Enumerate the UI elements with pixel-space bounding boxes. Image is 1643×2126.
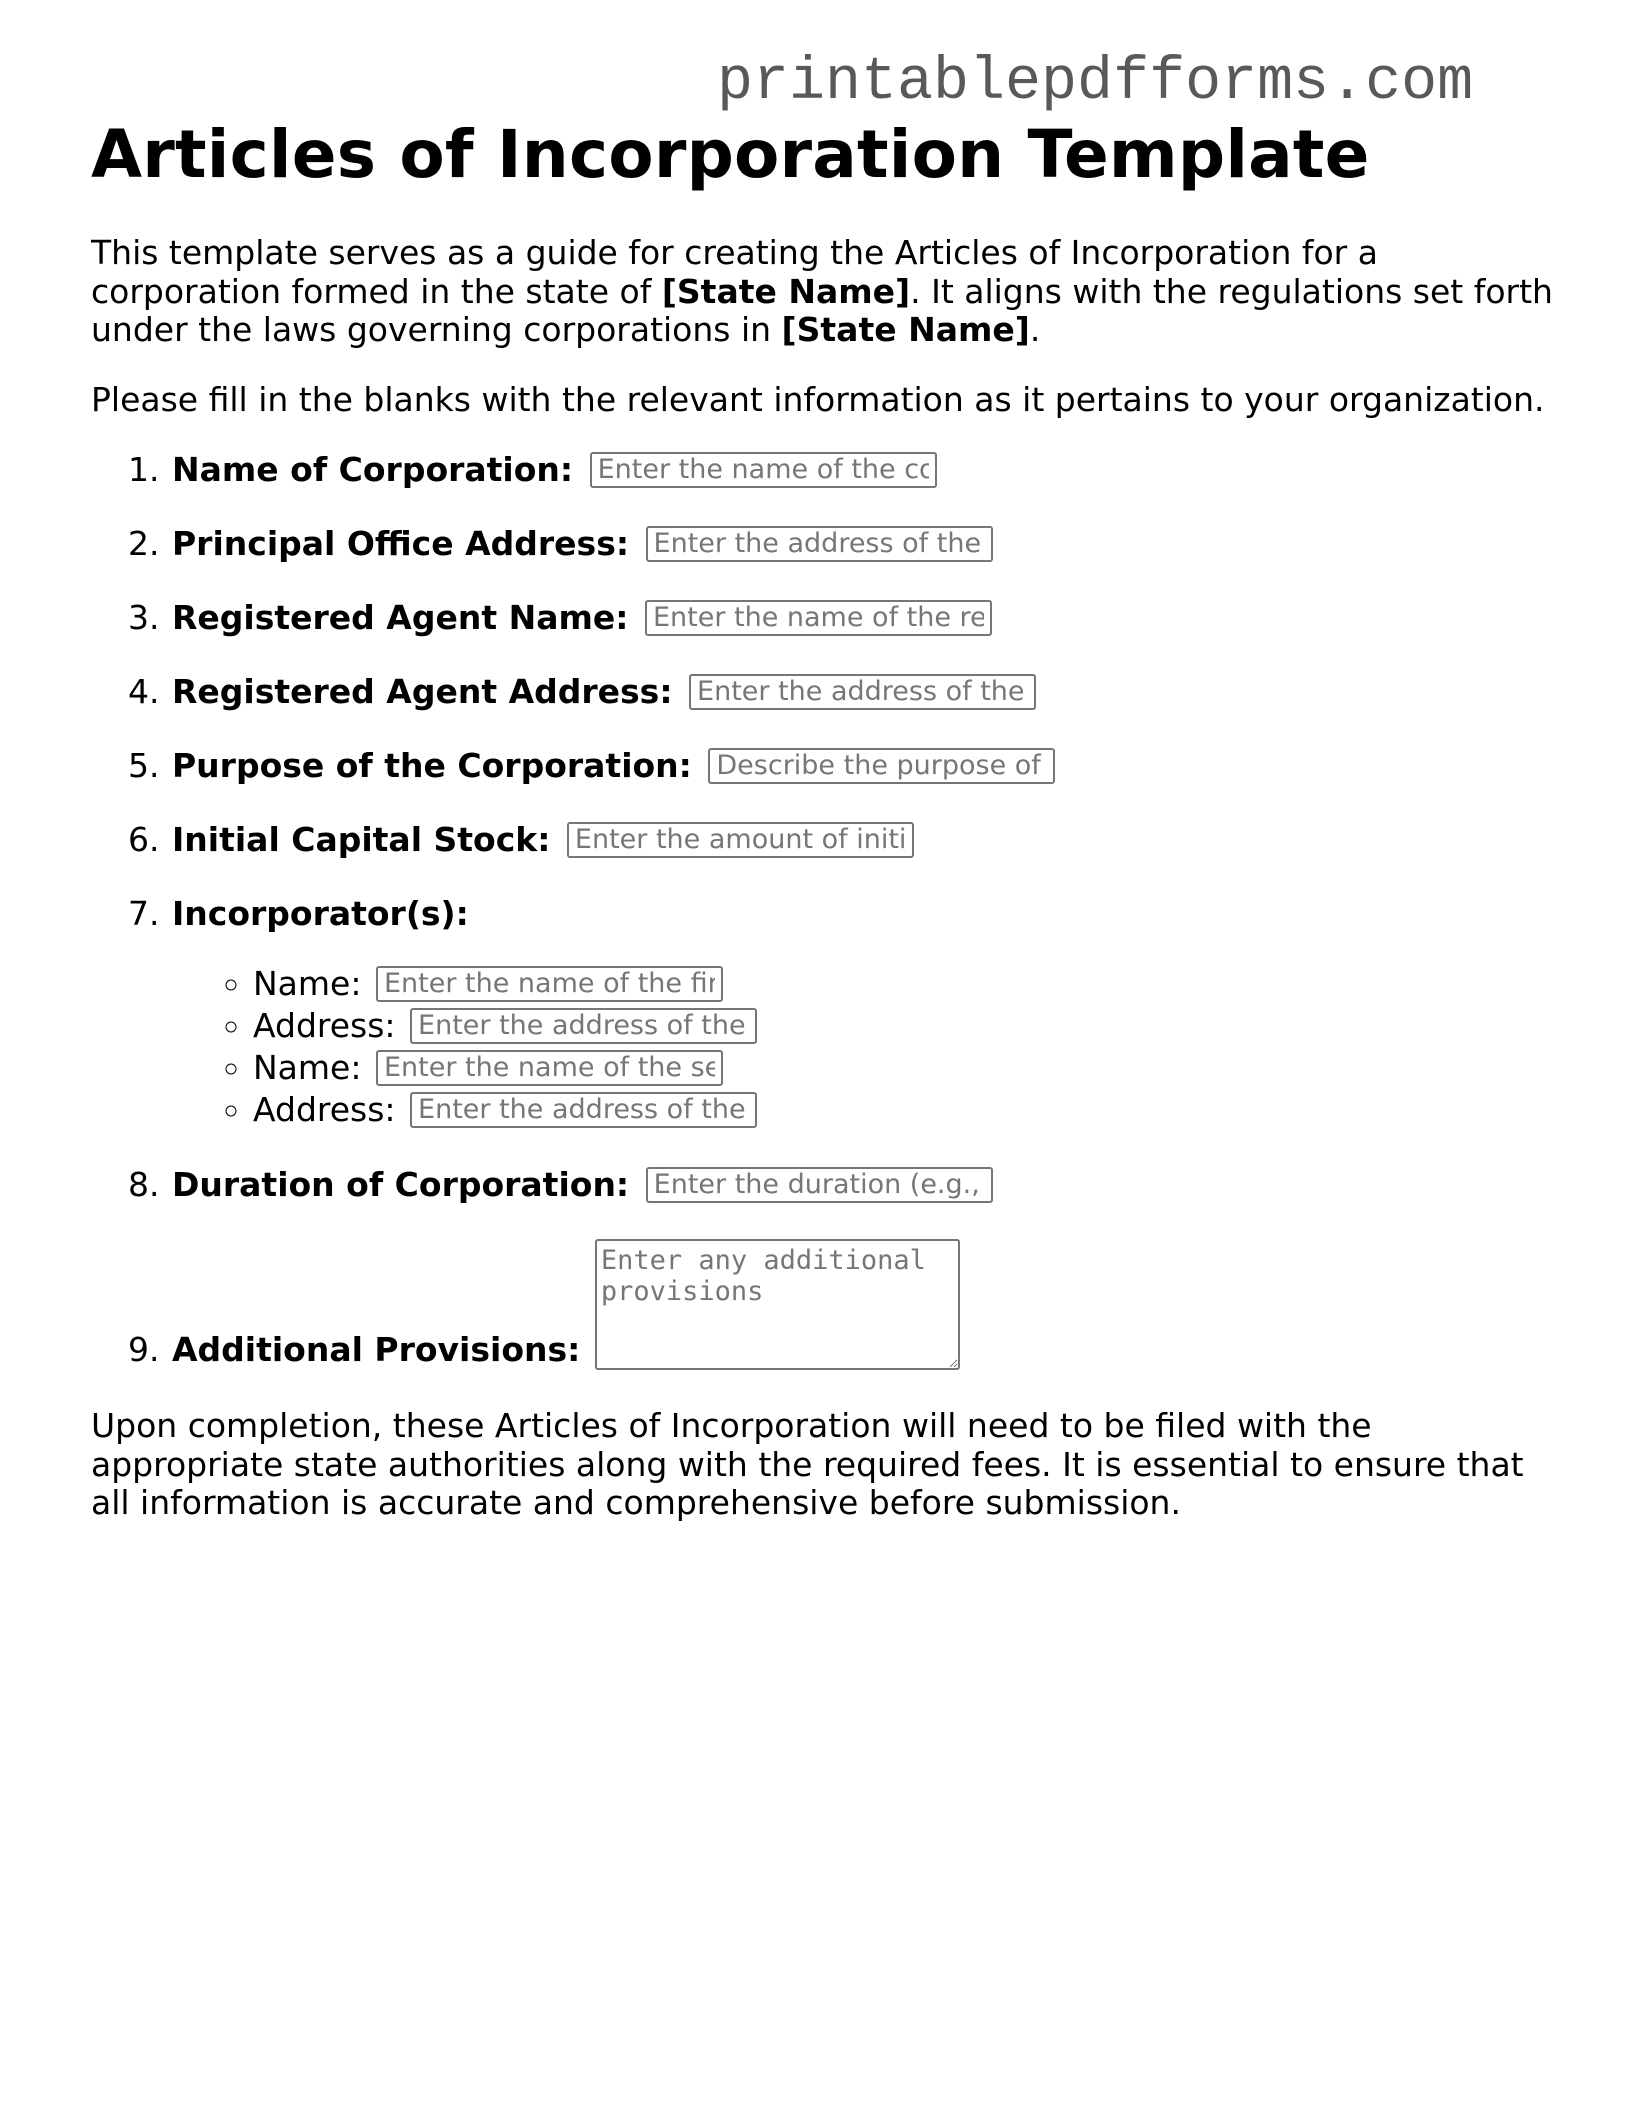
- list-item-additional-provisions: [170, 1239, 1556, 1370]
- additional-provisions-textarea[interactable]: [595, 1239, 960, 1370]
- list-item-duration: [170, 1165, 1556, 1205]
- intro-text-1: This template serves as a guide for creating the Articles of Incorporation for a corporation formed in the state of: [91, 233, 1378, 311]
- list-item-registered-agent-address: [170, 672, 1556, 712]
- closing-paragraph: Upon completion, these Articles of Incorporation will need to be filed with the appropriate state authorities along with the required fees. It is essential to ensure that all information is accurate and comprehensive before submission.: [91, 1406, 1524, 1522]
- list-item-corporation-name: [170, 450, 1556, 490]
- incorporator-1-address-input[interactable]: [410, 1008, 757, 1044]
- state-name-placeholder-2: [State Name]: [781, 310, 1030, 349]
- incorporator-1-address-item: [253, 1005, 1556, 1047]
- incorporator-1-address-label: Address:: [253, 1006, 396, 1045]
- registered-agent-name-input[interactable]: [645, 600, 992, 636]
- principal-office-address-label: Principal Office Address:: [172, 524, 630, 563]
- incorporator-2-address-item: [253, 1089, 1556, 1131]
- list-item-registered-agent-name: [170, 598, 1556, 638]
- incorporators-list: [172, 963, 1556, 1131]
- corporation-name-input[interactable]: [590, 452, 937, 488]
- intro-text-2: . It aligns with the regulations set forth under the laws governing corporations in: [91, 271, 1553, 349]
- document-page: [91, 112, 1556, 1523]
- incorporator-1-name-item: [253, 963, 1556, 1005]
- incorporator-2-address-input[interactable]: [410, 1092, 757, 1128]
- incorporator-2-address-label: Address:: [253, 1090, 396, 1129]
- list-item-principal-office-address: [170, 524, 1556, 564]
- registered-agent-name-label: Registered Agent Name:: [172, 598, 629, 637]
- list-item-incorporators: [170, 894, 1556, 1131]
- list-item-corporation-purpose: [170, 746, 1556, 786]
- registered-agent-address-input[interactable]: [689, 674, 1036, 710]
- additional-provisions-label: Additional Provisions:: [172, 1330, 581, 1369]
- intro-text-3: .: [1029, 310, 1041, 349]
- incorporator-2-name-input[interactable]: [376, 1050, 723, 1086]
- duration-label: Duration of Corporation:: [172, 1165, 630, 1204]
- corporation-purpose-input[interactable]: [708, 748, 1055, 784]
- intro-paragraph: [91, 234, 1556, 350]
- initial-capital-stock-label: Initial Capital Stock:: [172, 820, 551, 859]
- incorporator-1-name-label: Name:: [253, 964, 362, 1003]
- instruction-paragraph: Please fill in the blanks with the relevant information as it pertains to your organization.: [91, 379, 1545, 419]
- registered-agent-address-label: Registered Agent Address:: [172, 672, 673, 711]
- incorporator-2-name-item: [253, 1047, 1556, 1089]
- incorporators-label: Incorporator(s):: [172, 894, 469, 933]
- initial-capital-stock-input[interactable]: [567, 822, 914, 858]
- page-title: Articles of Incorporation Template: [91, 116, 1370, 193]
- state-name-placeholder-1: [State Name]: [661, 271, 911, 311]
- list-item-initial-capital-stock: [170, 820, 1556, 860]
- watermark-site-name: printablepdfforms.com: [717, 49, 1474, 117]
- duration-input[interactable]: [646, 1167, 993, 1203]
- incorporator-1-name-input[interactable]: [376, 966, 723, 1002]
- corporation-name-label: Name of Corporation:: [172, 450, 574, 489]
- corporation-purpose-label: Purpose of the Corporation:: [172, 746, 692, 785]
- principal-office-address-input[interactable]: [646, 526, 993, 562]
- form-field-list: [91, 450, 1556, 1370]
- incorporator-2-name-label: Name:: [253, 1048, 362, 1087]
